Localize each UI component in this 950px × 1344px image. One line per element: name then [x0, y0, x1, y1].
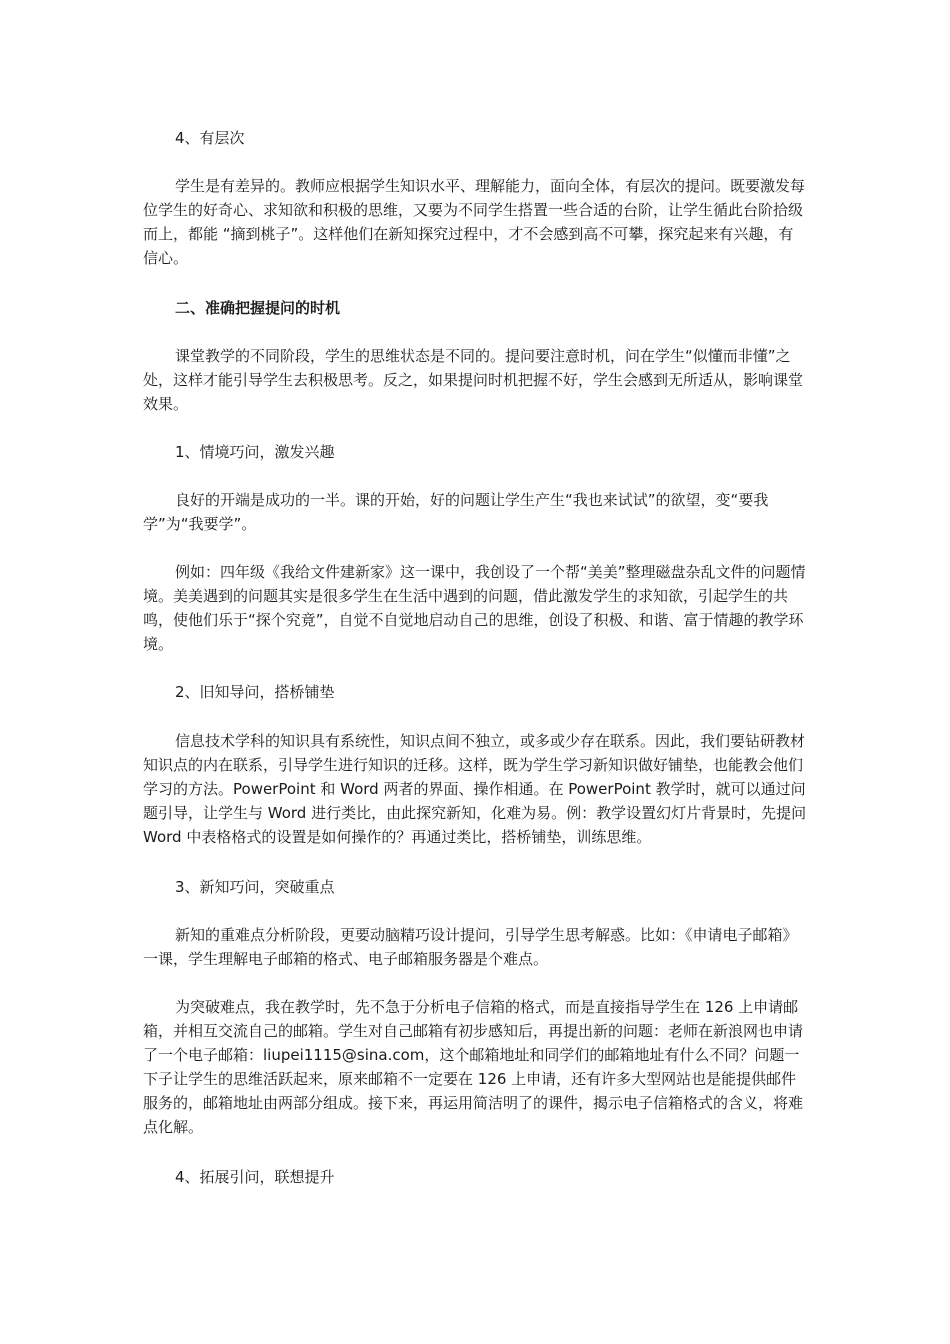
- paragraph-email-lesson: 新知的重难点分析阶段，更要动脑精巧设计提问，引导学生思考解惑。比如：《申请电子邮箱》一课，学生理解电子邮箱的格式、电子邮箱服务器是个难点。: [143, 926, 798, 968]
- subheading-old-knowledge: 2、旧知导问，搭桥铺垫: [175, 683, 335, 701]
- paragraph-differences: 学生是有差异的。教师应根据学生知识水平、理解能力，面向全体，有层次的提问。既要激发每位学生的好奇心、求知欲和积极的思维，又要为不同学生搭置一些合适的台阶，让学生循此台阶拾级而上，都能 “摘到桃子”。这样他们在新知探究过程中，才不会感到高不可攀，探究起来有兴趣，有信心。: [143, 177, 806, 267]
- paragraph-example-meimei: 例如：四年级《我给文件建新家》这一课中，我创设了一个帮“美美”整理磁盘杂乱文件的问题情境。美美遇到的问题其实是很多学生在生活中遇到的问题，借此激发学生的求知欲，引起学生的共鸣，使他们乐于“探个究竟”，自觉不自觉地启动自己的思维，创设了积极、和谐、富于情趣的教学环境。: [143, 563, 806, 653]
- subheading-expansion: 4、拓展引问，联想提升: [175, 1168, 335, 1186]
- paragraph-good-start: 良好的开端是成功的一半。课的开始，好的问题让学生产生“我也来试试”的欲望，变“要我学”为“我要学”。: [143, 491, 769, 533]
- subheading-layered: 4、有层次: [175, 129, 245, 147]
- paragraph-timing: 课堂教学的不同阶段，学生的思维状态是不同的。提问要注意时机，问在学生“似懂而非懂”之处，这样才能引导学生去积极思考。反之，如果提问时机把握不好，学生会感到无所适从，影响课堂效果。: [143, 347, 804, 413]
- subheading-situational: 1、情境巧问，激发兴趣: [175, 443, 335, 461]
- section-heading-timing: 二、准确把握提问的时机: [175, 299, 341, 317]
- paragraph-email-difficulty: 为突破难点，我在教学时，先不急于分析电子信箱的格式，而是直接指导学生在 126 上申请邮箱，并相互交流自己的邮箱。学生对自己邮箱有初步感知后，再提出新的问题：老师在新浪网也申请了一个电子邮箱：liupei1115@sina.com，这个邮箱地址和同学们的邮箱地址有什么不同？问题一下子让学生的思维活跃起来，原来邮箱不一定要在 126 上申请，还有许多大型网站也是能提供邮件服务的，邮箱地址由两部分组成。接下来，再运用简洁明了的课件，揭示电子信箱格式的含义，将难点化解。: [143, 998, 804, 1136]
- paragraph-powerpoint-word: 信息技术学科的知识具有系统性，知识点间不独立，或多或少存在联系。因此，我们要钻研教材知识点的内在联系，引导学生进行知识的迁移。这样，既为学生学习新知识做好铺垫，也能教会他们学习的方法。PowerPoint 和 Word 两者的界面、操作相通。在 PowerPoint 教学时，就可以通过问题引导，让学生与 Word 进行类比，由此探究新知，化难为易。例：教学设置幻灯片背景时，先提问 Word 中表格格式的设置是如何操作的？再通过类比，搭桥铺垫，训练思维。: [143, 732, 807, 846]
- subheading-new-knowledge: 3、新知巧问，突破重点: [175, 878, 335, 896]
